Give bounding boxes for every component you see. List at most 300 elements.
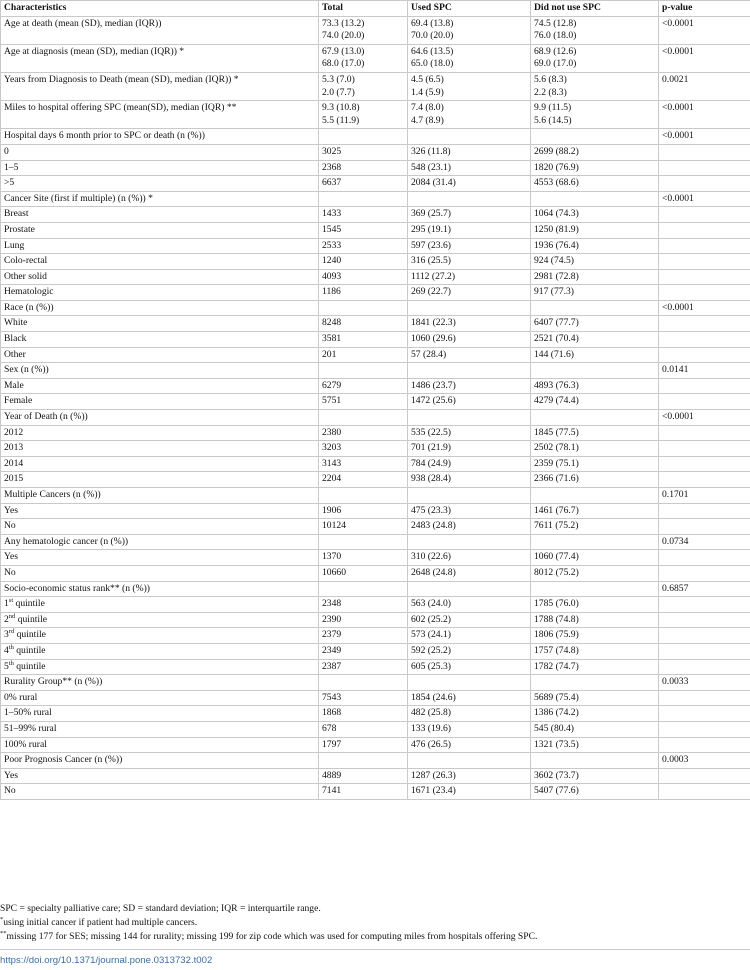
header-did-not-use-spc: Did not use SPC bbox=[531, 1, 659, 17]
cell-used: 548 (23.1) bbox=[408, 160, 531, 176]
table-row bbox=[1, 238, 750, 254]
table-row bbox=[1, 706, 750, 722]
table-row bbox=[1, 737, 750, 753]
cell-notused: 8012 (75.2) bbox=[531, 565, 659, 581]
cell-p: <0.0001 bbox=[659, 101, 750, 129]
cell-total bbox=[319, 675, 408, 691]
ordinal-suffix: nd bbox=[8, 612, 16, 620]
mean-value: 9.3 (10.8) bbox=[322, 102, 360, 114]
cell-total bbox=[319, 363, 408, 379]
cell-used bbox=[408, 753, 531, 769]
cell-p bbox=[659, 768, 750, 784]
cell-total: 2387 bbox=[319, 659, 408, 675]
cell-used bbox=[408, 581, 531, 597]
mean-value: 5.6 (8.3) bbox=[534, 73, 567, 85]
cell-used: 482 (25.8) bbox=[408, 706, 531, 722]
cell-used: 592 (25.2) bbox=[408, 643, 531, 659]
cell-notused bbox=[531, 534, 659, 550]
footnote-text: using initial cancer if patient had multiple cancers. bbox=[3, 917, 198, 928]
row-label: Years from Diagnosis to Death (mean (SD), median (IQR)) * bbox=[1, 72, 319, 100]
cell-p bbox=[659, 160, 750, 176]
mean-value: 69.4 (13.8) bbox=[411, 17, 454, 29]
cell-total bbox=[319, 581, 408, 597]
footnote-single-star bbox=[0, 916, 750, 930]
mean-value: 74.5 (12.8) bbox=[534, 17, 577, 29]
cell-p bbox=[659, 176, 750, 192]
cell-p: <0.0001 bbox=[659, 44, 750, 72]
ordinal-suffix: rd bbox=[8, 628, 15, 636]
cell-notused: 1321 (73.5) bbox=[531, 737, 659, 753]
table-row bbox=[1, 394, 750, 410]
cell-used: 316 (25.5) bbox=[408, 254, 531, 270]
cell-total: 678 bbox=[319, 721, 408, 737]
cell-total: 1797 bbox=[319, 737, 408, 753]
cell-used: 475 (23.3) bbox=[408, 503, 531, 519]
cell-p bbox=[659, 238, 750, 254]
row-label: 1–5 bbox=[1, 160, 319, 176]
row-label bbox=[1, 597, 319, 613]
mean-value: 67.9 (13.0) bbox=[322, 45, 365, 57]
cell-used: 1671 (23.4) bbox=[408, 784, 531, 800]
cell-notused: 1250 (81.9) bbox=[531, 222, 659, 238]
cell-used bbox=[408, 16, 531, 44]
cell-total bbox=[319, 534, 408, 550]
cell-p bbox=[659, 643, 750, 659]
median-value: 2.0 (7.7) bbox=[322, 86, 355, 98]
table-row bbox=[1, 550, 750, 566]
cell-used: 701 (21.9) bbox=[408, 441, 531, 457]
median-value: 5.6 (14.5) bbox=[534, 114, 572, 126]
cell-used bbox=[408, 129, 531, 145]
group-label: Any hematologic cancer (n (%)) bbox=[1, 534, 319, 550]
median-value: 5.5 (11.9) bbox=[322, 114, 360, 126]
row-label: Yes bbox=[1, 503, 319, 519]
median-value: 76.0 (18.0) bbox=[534, 30, 577, 42]
cell-total bbox=[319, 753, 408, 769]
cell-p bbox=[659, 441, 750, 457]
cell-total: 2348 bbox=[319, 597, 408, 613]
cell-total: 2390 bbox=[319, 612, 408, 628]
cell-notused bbox=[531, 488, 659, 504]
cell-used: 784 (24.9) bbox=[408, 456, 531, 472]
row-label: 2013 bbox=[1, 441, 319, 457]
row-label: Other bbox=[1, 347, 319, 363]
cell-notused: 2502 (78.1) bbox=[531, 441, 659, 457]
ordinal-suffix: th bbox=[8, 643, 14, 651]
group-header-row bbox=[1, 675, 750, 691]
cell-notused: 7611 (75.2) bbox=[531, 519, 659, 535]
quintile-word: quintile bbox=[13, 660, 46, 672]
cell-total bbox=[319, 488, 408, 504]
cell-total bbox=[319, 300, 408, 316]
table-row bbox=[1, 332, 750, 348]
cell-notused: 1461 (76.7) bbox=[531, 503, 659, 519]
footnote-abbreviations: SPC = specialty palliative care; SD = standard deviation; IQR = interquartile range. bbox=[0, 903, 321, 914]
cell-used: 938 (28.4) bbox=[408, 472, 531, 488]
cell-total: 5751 bbox=[319, 394, 408, 410]
row-label: No bbox=[1, 519, 319, 535]
cell-total: 2533 bbox=[319, 238, 408, 254]
table-footnotes bbox=[0, 902, 750, 944]
cell-notused bbox=[531, 363, 659, 379]
cell-p bbox=[659, 659, 750, 675]
cell-p: 0.0003 bbox=[659, 753, 750, 769]
mean-value: 64.6 (13.5) bbox=[411, 45, 454, 57]
table-row bbox=[1, 176, 750, 192]
quintile-word: quintile bbox=[15, 613, 48, 625]
cell-used bbox=[408, 410, 531, 426]
group-header-row bbox=[1, 753, 750, 769]
cell-p bbox=[659, 519, 750, 535]
median-value: 4.7 (8.9) bbox=[411, 114, 444, 126]
row-label: 1–50% rural bbox=[1, 706, 319, 722]
cell-total bbox=[319, 129, 408, 145]
cell-used: 2648 (24.8) bbox=[408, 565, 531, 581]
header-used-spc: Used SPC bbox=[408, 1, 531, 17]
cell-p: 0.6857 bbox=[659, 581, 750, 597]
cell-notused bbox=[531, 581, 659, 597]
cell-p: <0.0001 bbox=[659, 410, 750, 426]
row-label: >5 bbox=[1, 176, 319, 192]
row-label: Black bbox=[1, 332, 319, 348]
cell-used: 535 (22.5) bbox=[408, 425, 531, 441]
cell-total: 6637 bbox=[319, 176, 408, 192]
quintile-number: 1 bbox=[4, 598, 9, 610]
table-row bbox=[1, 16, 750, 44]
cell-total: 10124 bbox=[319, 519, 408, 535]
header-total: Total bbox=[319, 1, 408, 17]
cell-total: 3581 bbox=[319, 332, 408, 348]
footnote-mark: * bbox=[0, 915, 4, 923]
cell-notused: 4279 (74.4) bbox=[531, 394, 659, 410]
cell-total: 7141 bbox=[319, 784, 408, 800]
cell-total bbox=[319, 44, 408, 72]
cell-used: 563 (24.0) bbox=[408, 597, 531, 613]
cell-p bbox=[659, 612, 750, 628]
cell-p bbox=[659, 207, 750, 223]
row-label bbox=[1, 612, 319, 628]
cell-notused bbox=[531, 129, 659, 145]
row-label: Age at death (mean (SD), median (IQR)) bbox=[1, 16, 319, 44]
header-characteristics: Characteristics bbox=[1, 1, 319, 17]
cell-used: 326 (11.8) bbox=[408, 144, 531, 160]
table-row bbox=[1, 690, 750, 706]
cell-p bbox=[659, 269, 750, 285]
mean-value: 9.9 (11.5) bbox=[534, 102, 572, 114]
table-row bbox=[1, 144, 750, 160]
quintile-number: 3 bbox=[4, 629, 9, 641]
cell-used bbox=[408, 488, 531, 504]
row-label: Yes bbox=[1, 768, 319, 784]
median-value: 70.0 (20.0) bbox=[411, 30, 454, 42]
row-label: Colo-rectal bbox=[1, 254, 319, 270]
row-label: 0% rural bbox=[1, 690, 319, 706]
table-row bbox=[1, 425, 750, 441]
median-value: 69.0 (17.0) bbox=[534, 58, 577, 70]
group-header-row bbox=[1, 363, 750, 379]
row-label bbox=[1, 659, 319, 675]
table-row bbox=[1, 612, 750, 628]
cell-notused: 2981 (72.8) bbox=[531, 269, 659, 285]
cell-used: 369 (25.7) bbox=[408, 207, 531, 223]
row-label: Breast bbox=[1, 207, 319, 223]
cell-used: 1854 (24.6) bbox=[408, 690, 531, 706]
mean-value: 68.9 (12.6) bbox=[534, 45, 577, 57]
cell-total: 3025 bbox=[319, 144, 408, 160]
mean-value: 4.5 (6.5) bbox=[411, 73, 444, 85]
group-label: Sex (n (%)) bbox=[1, 363, 319, 379]
group-label: Rurality Group** (n (%)) bbox=[1, 675, 319, 691]
header-p-value: p-value bbox=[659, 1, 750, 17]
cell-p bbox=[659, 706, 750, 722]
cell-p bbox=[659, 316, 750, 332]
cell-used: 602 (25.2) bbox=[408, 612, 531, 628]
cell-p: <0.0001 bbox=[659, 191, 750, 207]
group-header-row bbox=[1, 191, 750, 207]
cell-notused: 1064 (74.3) bbox=[531, 207, 659, 223]
median-value: 68.0 (17.0) bbox=[322, 58, 365, 70]
group-header-row bbox=[1, 488, 750, 504]
group-header-row bbox=[1, 581, 750, 597]
cell-total: 1240 bbox=[319, 254, 408, 270]
cell-used: 1060 (29.6) bbox=[408, 332, 531, 348]
cell-notused: 1820 (76.9) bbox=[531, 160, 659, 176]
row-label: Hematologic bbox=[1, 285, 319, 301]
table-row bbox=[1, 222, 750, 238]
cell-used: 269 (22.7) bbox=[408, 285, 531, 301]
cell-notused: 1060 (77.4) bbox=[531, 550, 659, 566]
cell-p: 0.0141 bbox=[659, 363, 750, 379]
footer-divider bbox=[0, 949, 750, 950]
row-label bbox=[1, 628, 319, 644]
cell-notused: 2359 (75.1) bbox=[531, 456, 659, 472]
mean-value: 5.3 (7.0) bbox=[322, 73, 355, 85]
cell-total: 2368 bbox=[319, 160, 408, 176]
cell-notused: 1782 (74.7) bbox=[531, 659, 659, 675]
cell-notused: 4893 (76.3) bbox=[531, 378, 659, 394]
doi-link[interactable]: https://doi.org/10.1371/journal.pone.0313732.t002 bbox=[0, 955, 213, 966]
table-row bbox=[1, 565, 750, 581]
cell-notused: 545 (80.4) bbox=[531, 721, 659, 737]
table-row bbox=[1, 643, 750, 659]
table-row bbox=[1, 207, 750, 223]
group-header-row bbox=[1, 300, 750, 316]
median-value: 1.4 (5.9) bbox=[411, 86, 444, 98]
cell-notused: 2366 (71.6) bbox=[531, 472, 659, 488]
cell-total bbox=[319, 410, 408, 426]
cell-total: 2379 bbox=[319, 628, 408, 644]
table-row bbox=[1, 784, 750, 800]
row-label: 2012 bbox=[1, 425, 319, 441]
cell-used bbox=[408, 675, 531, 691]
quintile-number: 4 bbox=[4, 644, 9, 656]
cell-used bbox=[408, 72, 531, 100]
cell-used: 605 (25.3) bbox=[408, 659, 531, 675]
cell-used: 1472 (25.6) bbox=[408, 394, 531, 410]
cell-used bbox=[408, 534, 531, 550]
cell-p bbox=[659, 425, 750, 441]
group-label: Socio-economic status rank** (n (%)) bbox=[1, 581, 319, 597]
cell-used: 573 (24.1) bbox=[408, 628, 531, 644]
header-row bbox=[1, 1, 750, 17]
cell-p bbox=[659, 503, 750, 519]
cell-total bbox=[319, 191, 408, 207]
cell-notused bbox=[531, 72, 659, 100]
cell-p bbox=[659, 628, 750, 644]
cell-total: 1433 bbox=[319, 207, 408, 223]
cell-p bbox=[659, 332, 750, 348]
cell-total: 1186 bbox=[319, 285, 408, 301]
row-label: Miles to hospital offering SPC (mean(SD), median (IQR) ** bbox=[1, 101, 319, 129]
table-row bbox=[1, 519, 750, 535]
quintile-word: quintile bbox=[13, 644, 46, 656]
cell-used: 133 (19.6) bbox=[408, 721, 531, 737]
row-label: White bbox=[1, 316, 319, 332]
cell-used: 295 (19.1) bbox=[408, 222, 531, 238]
quintile-number: 2 bbox=[4, 613, 9, 625]
cell-used: 1287 (26.3) bbox=[408, 768, 531, 784]
cell-notused: 1845 (77.5) bbox=[531, 425, 659, 441]
group-label: Hospital days 6 month prior to SPC or death (n (%)) bbox=[1, 129, 319, 145]
group-label: Cancer Site (first if multiple) (n (%)) * bbox=[1, 191, 319, 207]
cell-p bbox=[659, 222, 750, 238]
cell-total: 1906 bbox=[319, 503, 408, 519]
cell-total bbox=[319, 16, 408, 44]
cell-total: 4889 bbox=[319, 768, 408, 784]
cell-p: <0.0001 bbox=[659, 16, 750, 44]
cell-p bbox=[659, 472, 750, 488]
row-label: 2014 bbox=[1, 456, 319, 472]
row-label: No bbox=[1, 784, 319, 800]
median-value: 2.2 (8.3) bbox=[534, 86, 567, 98]
row-label bbox=[1, 643, 319, 659]
cell-notused: 1806 (75.9) bbox=[531, 628, 659, 644]
cell-used bbox=[408, 300, 531, 316]
cell-notused bbox=[531, 101, 659, 129]
cell-used bbox=[408, 363, 531, 379]
cell-p bbox=[659, 378, 750, 394]
table-row bbox=[1, 347, 750, 363]
table-row bbox=[1, 659, 750, 675]
mean-value: 7.4 (8.0) bbox=[411, 102, 444, 114]
median-value: 65.0 (18.0) bbox=[411, 58, 454, 70]
cell-p: 0.0734 bbox=[659, 534, 750, 550]
median-value: 74.0 (20.0) bbox=[322, 30, 365, 42]
cell-total: 6279 bbox=[319, 378, 408, 394]
group-label: Poor Prognosis Cancer (n (%)) bbox=[1, 753, 319, 769]
cell-notused: 1386 (74.2) bbox=[531, 706, 659, 722]
row-label: Other solid bbox=[1, 269, 319, 285]
table-row bbox=[1, 254, 750, 270]
cell-notused: 6407 (77.7) bbox=[531, 316, 659, 332]
row-label: 51–99% rural bbox=[1, 721, 319, 737]
cell-notused: 4553 (68.6) bbox=[531, 176, 659, 192]
group-header-row bbox=[1, 534, 750, 550]
cell-used: 1841 (22.3) bbox=[408, 316, 531, 332]
cell-p: 0.0033 bbox=[659, 675, 750, 691]
cell-total: 4093 bbox=[319, 269, 408, 285]
group-label: Year of Death (n (%)) bbox=[1, 410, 319, 426]
cell-notused: 5407 (77.6) bbox=[531, 784, 659, 800]
cell-total: 7543 bbox=[319, 690, 408, 706]
cell-p bbox=[659, 565, 750, 581]
cell-p bbox=[659, 394, 750, 410]
table-row bbox=[1, 269, 750, 285]
cell-used bbox=[408, 191, 531, 207]
cell-p bbox=[659, 254, 750, 270]
cell-used bbox=[408, 101, 531, 129]
cell-notused: 3602 (73.7) bbox=[531, 768, 659, 784]
cell-notused: 1936 (76.4) bbox=[531, 238, 659, 254]
cell-notused: 2699 (88.2) bbox=[531, 144, 659, 160]
row-label: Lung bbox=[1, 238, 319, 254]
cell-notused bbox=[531, 753, 659, 769]
cell-total bbox=[319, 101, 408, 129]
cell-notused bbox=[531, 191, 659, 207]
row-label: 0 bbox=[1, 144, 319, 160]
table-row bbox=[1, 721, 750, 737]
cell-p bbox=[659, 784, 750, 800]
cell-p bbox=[659, 144, 750, 160]
cell-notused: 144 (71.6) bbox=[531, 347, 659, 363]
cell-total: 2380 bbox=[319, 425, 408, 441]
cell-used: 1112 (27.2) bbox=[408, 269, 531, 285]
cell-notused: 1757 (74.8) bbox=[531, 643, 659, 659]
cell-p: <0.0001 bbox=[659, 300, 750, 316]
table-row bbox=[1, 285, 750, 301]
row-label: No bbox=[1, 565, 319, 581]
mean-value: 73.3 (13.2) bbox=[322, 17, 365, 29]
cell-total: 3203 bbox=[319, 441, 408, 457]
cell-p: 0.1701 bbox=[659, 488, 750, 504]
cell-used: 57 (28.4) bbox=[408, 347, 531, 363]
cell-total: 2349 bbox=[319, 643, 408, 659]
cell-p bbox=[659, 721, 750, 737]
cell-notused bbox=[531, 44, 659, 72]
cell-total: 1868 bbox=[319, 706, 408, 722]
footnote-text: missing 177 for SES; missing 144 for rurality; missing 199 for zip code which was used for computing miles from hospitals offering SPC. bbox=[6, 931, 538, 942]
table-row bbox=[1, 378, 750, 394]
table-row bbox=[1, 768, 750, 784]
cell-total bbox=[319, 72, 408, 100]
row-label: Prostate bbox=[1, 222, 319, 238]
cell-used: 2084 (31.4) bbox=[408, 176, 531, 192]
group-label: Multiple Cancers (n (%)) bbox=[1, 488, 319, 504]
grouped-rows bbox=[1, 129, 750, 800]
cell-p bbox=[659, 456, 750, 472]
table-row bbox=[1, 472, 750, 488]
cell-p bbox=[659, 550, 750, 566]
cell-total: 2204 bbox=[319, 472, 408, 488]
table-row bbox=[1, 441, 750, 457]
quintile-word: quintile bbox=[14, 629, 46, 641]
group-header-row bbox=[1, 410, 750, 426]
cell-notused bbox=[531, 16, 659, 44]
table-row bbox=[1, 503, 750, 519]
footnote-mark: ** bbox=[0, 929, 7, 937]
cell-notused bbox=[531, 410, 659, 426]
table-row bbox=[1, 72, 750, 100]
cell-used bbox=[408, 44, 531, 72]
cell-total: 10660 bbox=[319, 565, 408, 581]
cell-p bbox=[659, 285, 750, 301]
cell-p bbox=[659, 597, 750, 613]
row-label: Age at diagnosis (mean (SD), median (IQR)) * bbox=[1, 44, 319, 72]
cell-notused: 924 (74.5) bbox=[531, 254, 659, 270]
cell-notused: 5689 (75.4) bbox=[531, 690, 659, 706]
cell-p: <0.0001 bbox=[659, 129, 750, 145]
cell-p bbox=[659, 690, 750, 706]
